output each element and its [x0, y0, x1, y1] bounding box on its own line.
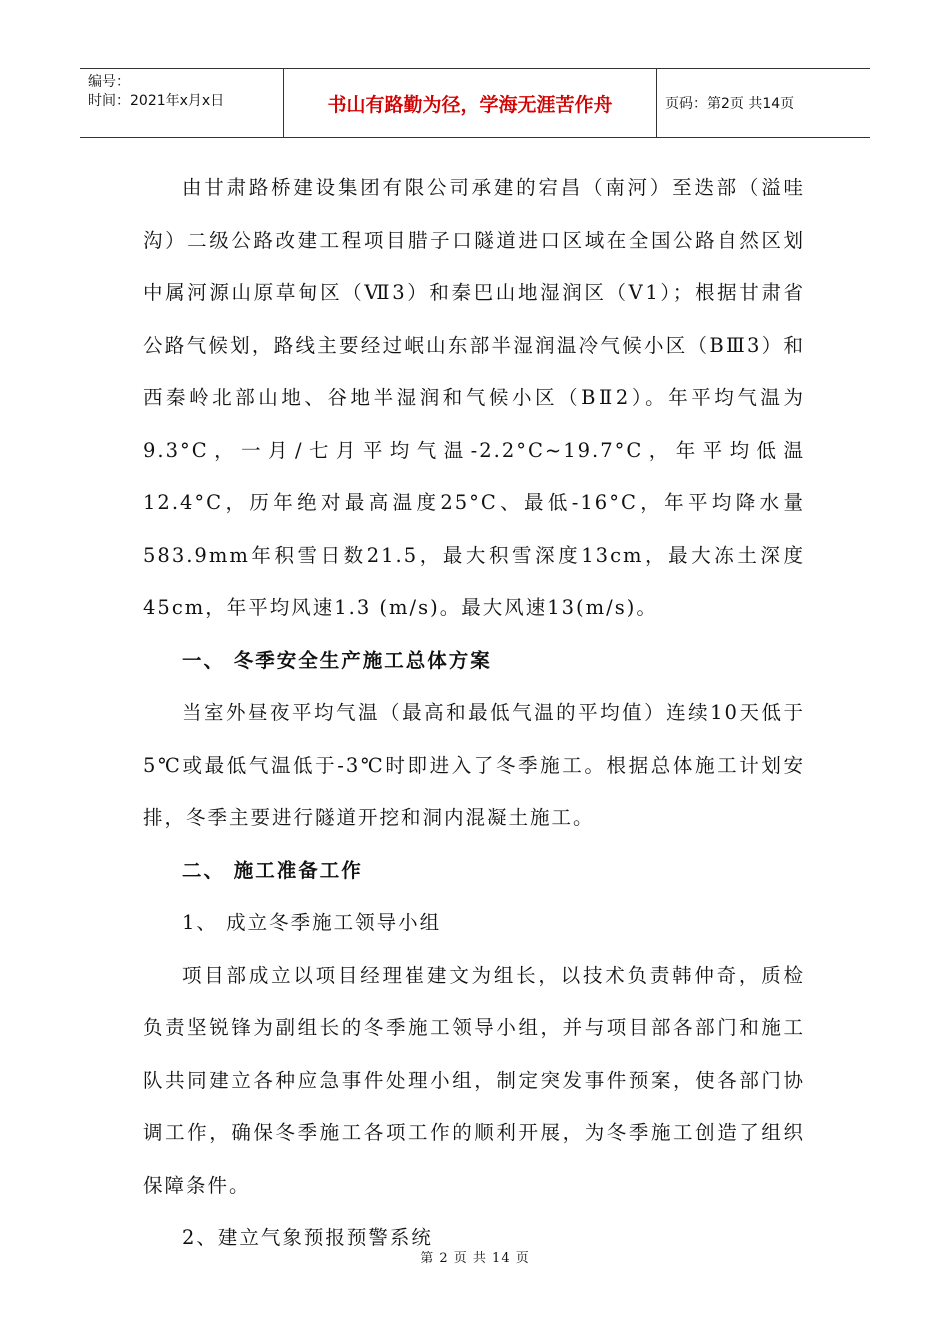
subsection-1-heading: 1、 成立冬季施工领导小组 [182, 911, 442, 934]
document-number-label: 编号： [88, 74, 130, 90]
page-header [80, 68, 870, 138]
section-1-heading: 一、 冬季安全生产施工总体方案 [182, 648, 492, 672]
header-meta [80, 69, 283, 137]
document-body [143, 162, 805, 1265]
subsection-1-paragraph: 项目部成立以项目经理崔建文为组长，以技术负责韩仲奇，质检负责坚锐锋为副组长的冬季施工领导小组，并与项目部各部门和施工队共同建立各种应急事件处理小组，制定突发事件预案，使各部门协调工作，确保冬季施工各项工作的顺利开展，为冬季施工创造了组织保障条件。 [143, 963, 805, 1197]
intro-paragraph: 由甘肃路桥建设集团有限公司承建的宕昌（南河）至迭部（溢哇沟）二级公路改建工程项目腊子口隧道进口区域在全国公路自然区划中属河源山原草甸区（Ⅶ3）和秦巴山地湿润区（Ⅴ1）；根据甘肃省公路气候划，路线主要经过岷山东部半湿润温冷气候小区（BⅢ3）和西秦岭北部山地、谷地半湿润和气候小区（BⅡ2）。年平均气温为9.3°C，一月/七月平均气温-2.2°C~19.7°C，年平均低温12.4°C，历年绝对最高温度25°C、最低-16°C，年平均降水量583.9mm年积雪日数21.5，最大积雪深度13cm，最大冻土深度45cm，年平均风速1.3 (m/s)。最大风速13(m/s)。 [143, 176, 805, 619]
section-1-paragraph: 当室外昼夜平均气温（最高和最低气温的平均值）连续10天低于5℃或最低气温低于-3℃时即进入了冬季施工。根据总体施工计划安排，冬季主要进行隧道开挖和洞内混凝土施工。 [143, 701, 805, 829]
header-motto: 书山有路勤为径，学海无涯苦作舟 [283, 69, 657, 137]
document-date-label: 时间：2021年x月x日 [88, 93, 225, 109]
section-2-heading: 二、 施工准备工作 [182, 858, 363, 882]
subsection-2-heading: 2、建立气象预报预警系统 [182, 1226, 433, 1249]
page-footer: 第 2 页 共 14 页 [420, 1251, 530, 1266]
header-page-label: 页码：第2页 共14页 [665, 96, 795, 112]
